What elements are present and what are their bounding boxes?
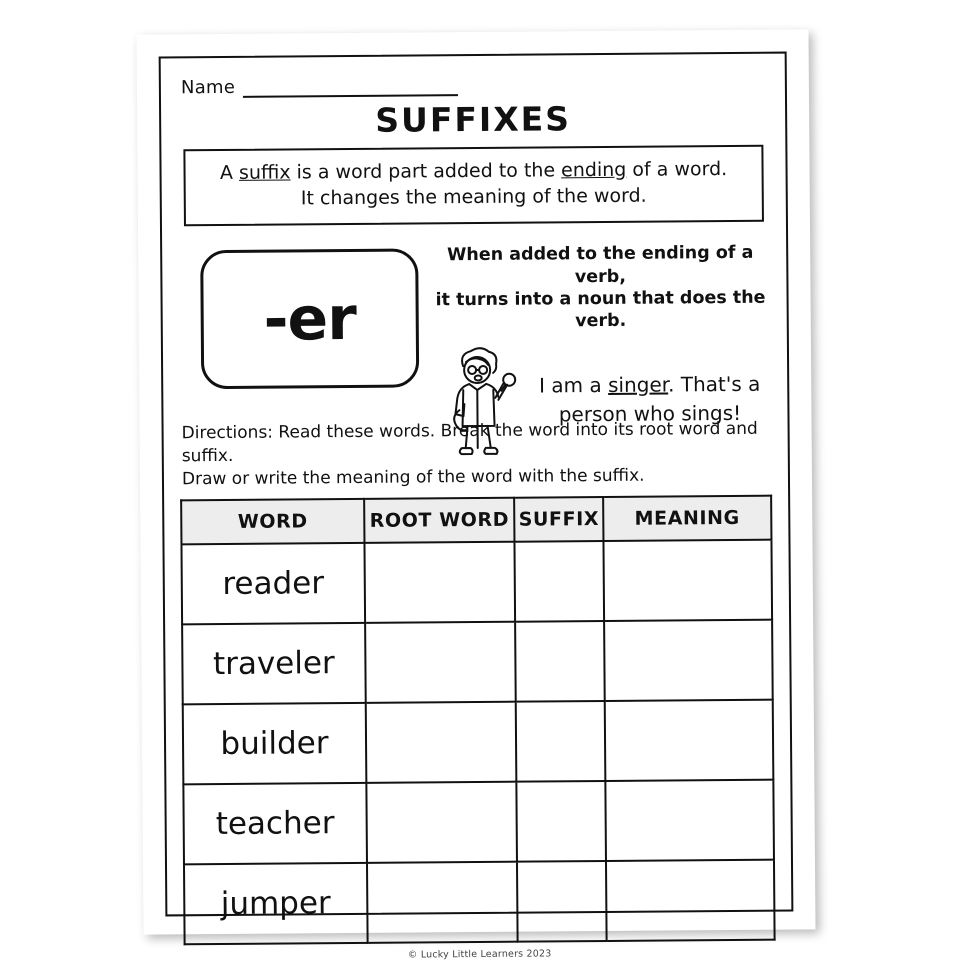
cell-word: teacher bbox=[183, 783, 367, 864]
cell-root-word[interactable] bbox=[366, 702, 517, 783]
suffix-card-label: -er bbox=[263, 283, 357, 355]
cell-meaning[interactable] bbox=[605, 700, 774, 781]
kid-singing-illustration bbox=[433, 343, 529, 462]
suffix-card bbox=[200, 249, 419, 390]
table-row bbox=[181, 540, 772, 625]
worksheet-table bbox=[180, 495, 775, 946]
column-header-root-word: ROOT WORD bbox=[364, 498, 515, 543]
page-border bbox=[159, 52, 794, 961]
definition-line-1 bbox=[193, 157, 753, 187]
cell-root-word[interactable] bbox=[367, 862, 518, 943]
table-row bbox=[183, 700, 774, 785]
name-row bbox=[181, 64, 769, 99]
feature-headline-line-2: it turns into a noun that does the verb. bbox=[435, 287, 766, 332]
definition-box bbox=[183, 145, 764, 227]
copyright-footer: © Lucky Little Learners 2023 bbox=[407, 948, 552, 961]
table-row bbox=[184, 860, 775, 945]
table-row bbox=[183, 780, 774, 865]
example-text-c: . That's a person who sings! bbox=[558, 371, 761, 427]
cell-word: traveler bbox=[182, 623, 366, 704]
table-row bbox=[182, 620, 773, 705]
definition-keyword-ending: ending bbox=[561, 158, 627, 182]
definition-text-a: A bbox=[219, 161, 240, 185]
paper-sheet bbox=[136, 29, 815, 961]
cell-meaning[interactable] bbox=[605, 780, 774, 861]
example-sentence bbox=[528, 342, 772, 430]
cell-word: jumper bbox=[184, 863, 368, 944]
directions-line-1: Directions: Read these words. Break the word into its root word and suffix. bbox=[181, 419, 758, 467]
column-header-word: WORD bbox=[181, 499, 364, 544]
cell-meaning[interactable] bbox=[606, 860, 775, 941]
name-label: Name bbox=[180, 76, 236, 99]
table-header-row bbox=[181, 496, 771, 545]
feature-section bbox=[178, 240, 771, 427]
directions-line-2: Draw or write the meaning of the word with the suffix. bbox=[181, 465, 645, 490]
definition-keyword-suffix: suffix bbox=[238, 161, 291, 184]
example-keyword-singer: singer bbox=[607, 372, 669, 397]
cell-root-word[interactable] bbox=[364, 542, 515, 623]
cell-suffix[interactable] bbox=[515, 621, 604, 702]
example-text-a: I am a bbox=[539, 372, 609, 398]
cell-suffix[interactable] bbox=[516, 701, 605, 782]
definition-line-2: It changes the meaning of the word. bbox=[300, 184, 647, 210]
feature-explanation bbox=[430, 240, 772, 462]
feature-headline-line-1: When added to the ending of a verb, bbox=[447, 243, 754, 287]
cell-meaning[interactable] bbox=[604, 620, 773, 701]
definition-text-c: is a word part added to the bbox=[290, 159, 562, 184]
cell-root-word[interactable] bbox=[365, 622, 516, 703]
definition-text-e: of a word. bbox=[626, 158, 728, 181]
column-header-meaning: MEANING bbox=[603, 496, 772, 541]
cell-word: builder bbox=[183, 703, 367, 784]
feature-headline bbox=[430, 242, 771, 334]
column-header-suffix: SUFFIX bbox=[514, 497, 603, 542]
name-input-line[interactable] bbox=[243, 74, 458, 98]
cell-meaning[interactable] bbox=[603, 540, 772, 621]
page-title: SUFFIXES bbox=[375, 99, 572, 140]
cell-word: reader bbox=[181, 543, 365, 624]
page-content bbox=[177, 64, 776, 961]
cell-root-word[interactable] bbox=[366, 782, 517, 863]
cell-suffix[interactable] bbox=[517, 861, 606, 942]
cell-suffix[interactable] bbox=[517, 781, 606, 862]
example-row bbox=[431, 342, 772, 463]
cell-suffix[interactable] bbox=[515, 541, 604, 622]
